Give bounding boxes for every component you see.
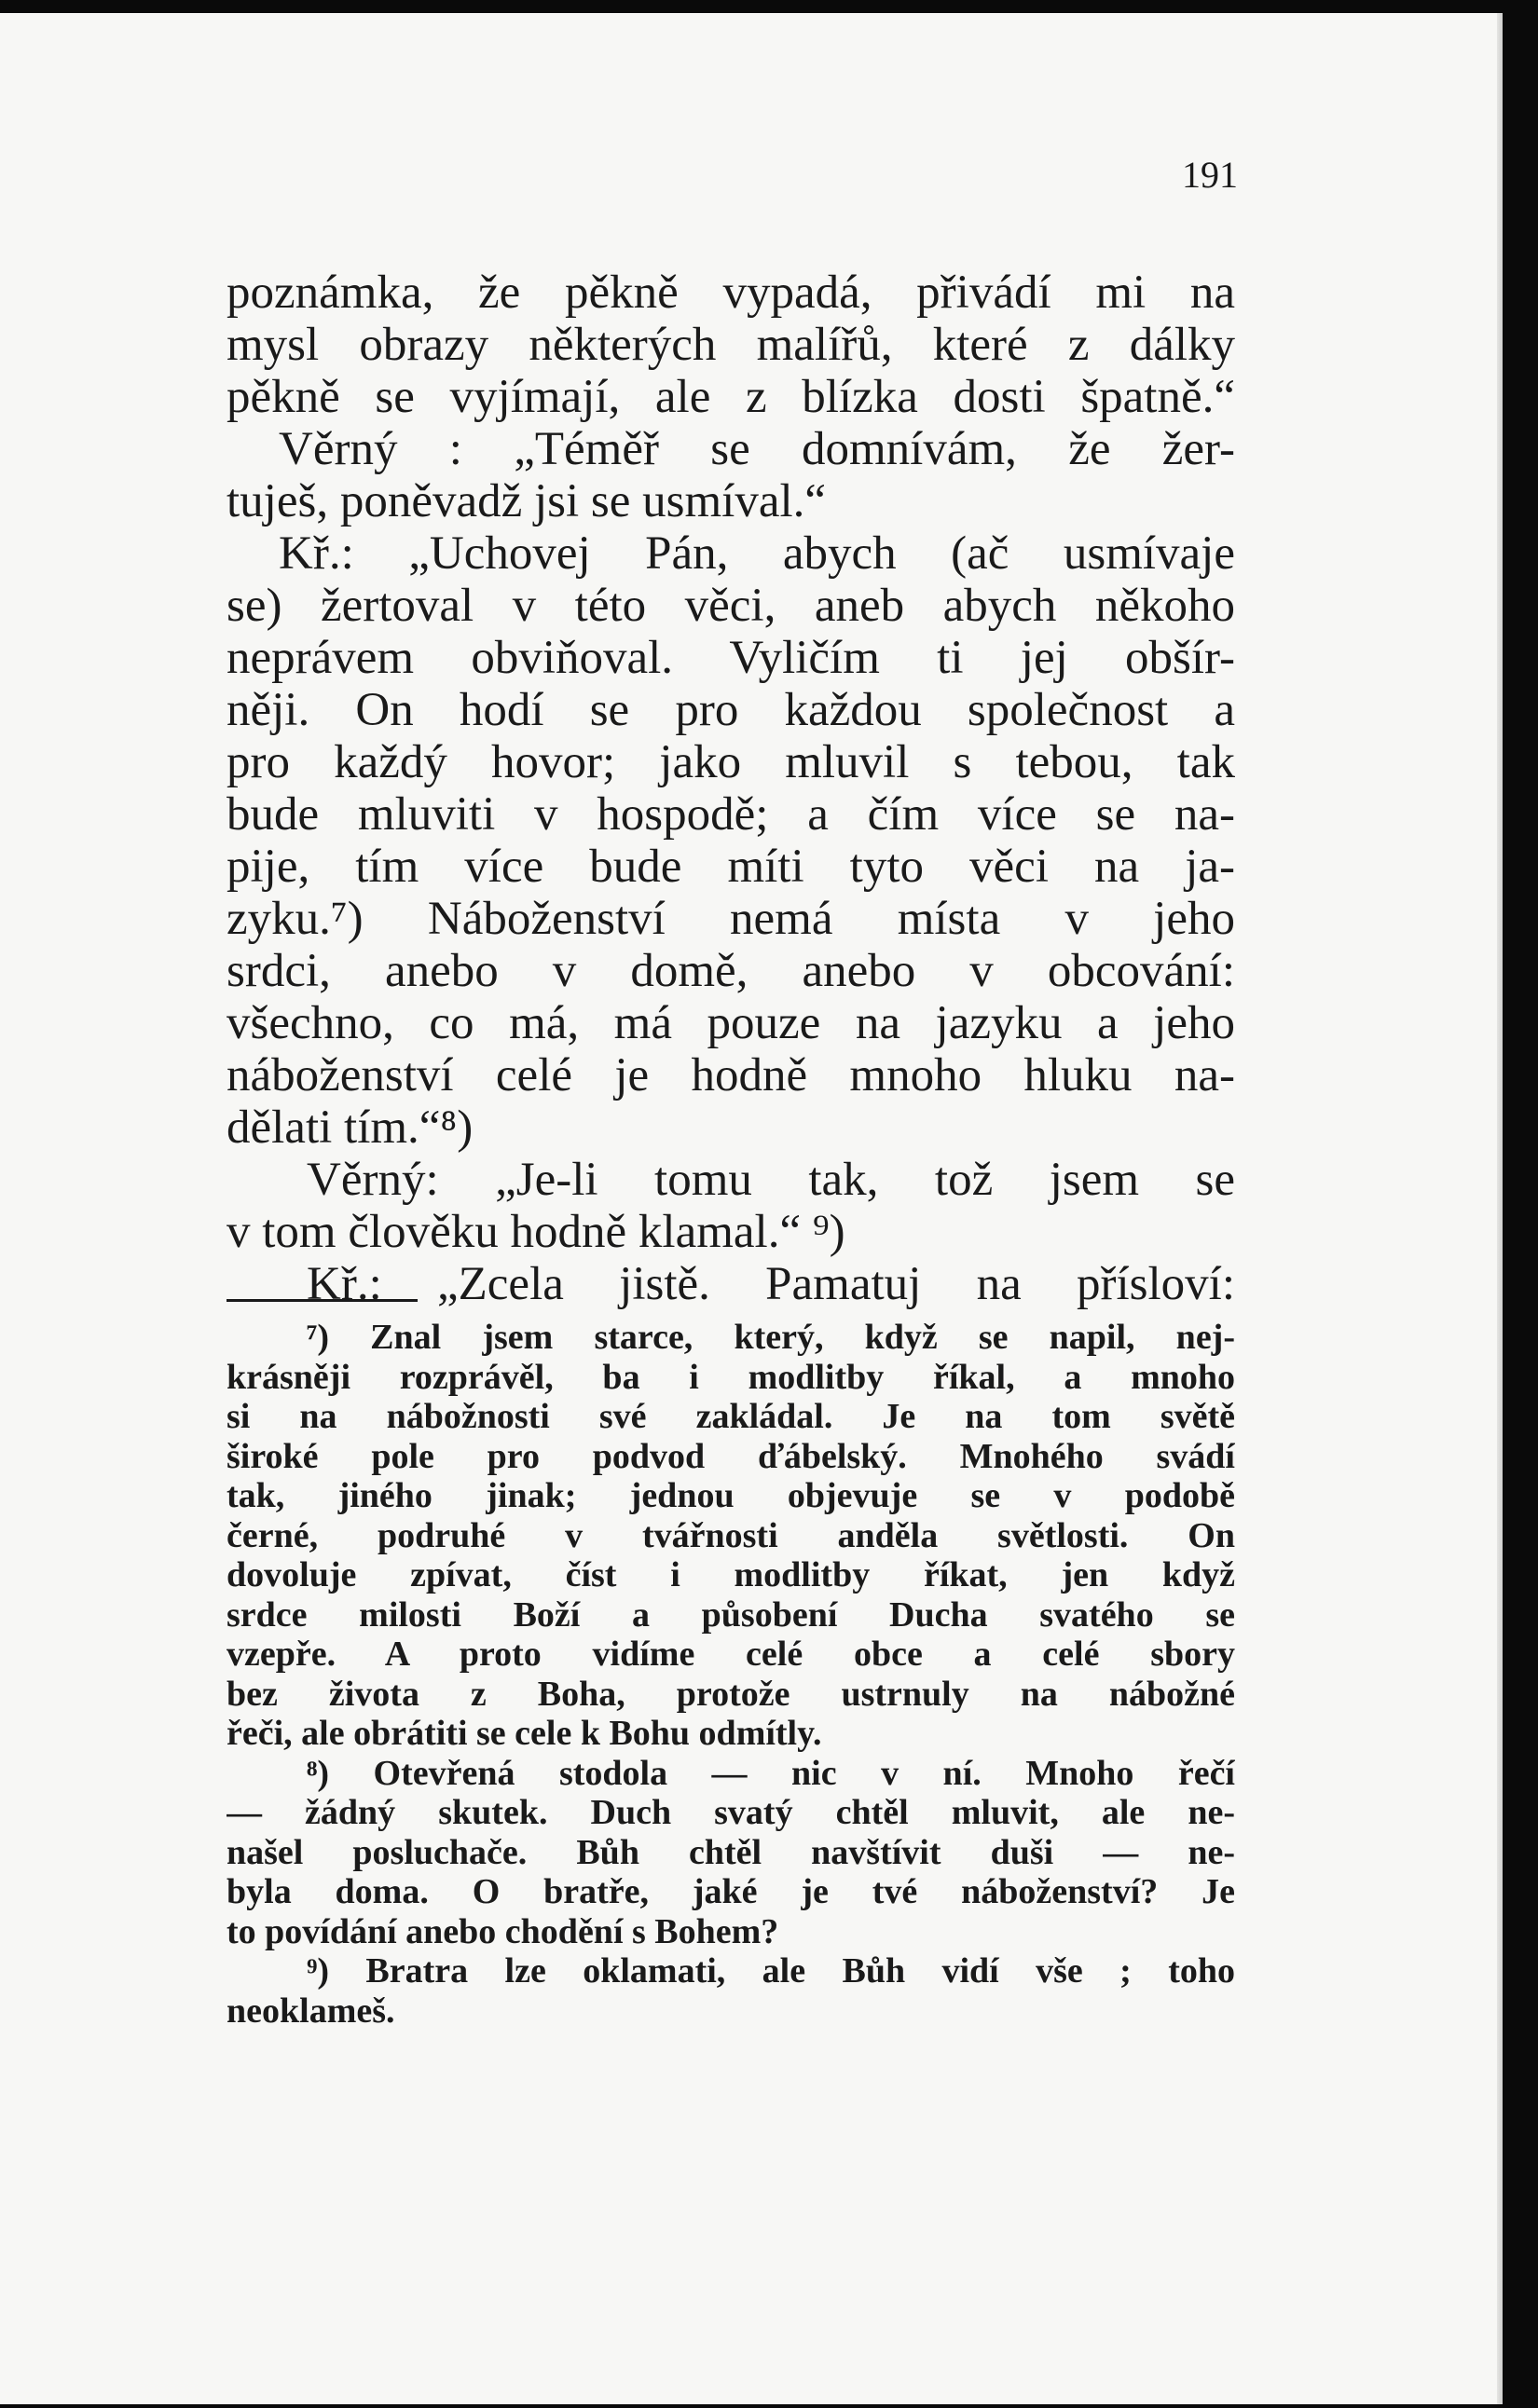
footnote-line: srdce milosti Boží a působení Ducha svatého se — [227, 1594, 1235, 1635]
text-line: dělati tím.“⁸) — [227, 1101, 474, 1154]
text-line: Kř.: „Uchovej Pán, abych (ač usmívaje — [279, 527, 1235, 580]
text-line: mysl obrazy některých malířů, které z dálky — [227, 319, 1235, 371]
text-line: něji. On hodí se pro každou společnost a — [227, 684, 1235, 736]
text-line: zyku.⁷) Náboženství nemá místa v jeho — [227, 893, 1235, 945]
footnote-line: krásněji rozprávěl, ba i modlitby říkal, a mnoho — [227, 1357, 1235, 1397]
footnote-line: ⁸) Otevřená stodola — nic v ní. Mnoho řečí — [307, 1753, 1235, 1793]
text-line: se) žertoval v této věci, aneb abych někoho — [227, 580, 1235, 632]
main-text — [227, 267, 1235, 1310]
text-line: neprávem obviňoval. Vyličím ti jej obšír- — [227, 632, 1235, 684]
footnote-line: si na nábožnosti své zakládal. Je na tom světě — [227, 1397, 1235, 1436]
page-edge — [1497, 13, 1503, 2404]
text-line: srdci, anebo v domě, anebo v obcování: — [227, 945, 1235, 997]
page-number: 191 — [1182, 154, 1238, 196]
text-line: Kř.: „Zcela jistě. Pamatuj na přísloví: — [307, 1258, 1235, 1310]
text-line: Věrný: „Je-li tomu tak, tož jsem se — [307, 1154, 1235, 1206]
text-line: poznámka, že pěkně vypadá, přivádí mi na — [227, 267, 1235, 319]
footnote-line: ⁹) Bratra lze oklamati, ale Bůh vidí vše ; toho — [307, 1951, 1235, 1991]
text-line: tuješ, poněvadž jsi se usmíval.“ — [227, 475, 827, 527]
text-line: náboženství celé je hodně mnoho hluku na- — [227, 1049, 1235, 1101]
footnote-line: to povídání anebo chodění s Bohem? — [227, 1911, 779, 1951]
footnote-line: široké pole pro podvod ďábelský. Mnohého svádí — [227, 1436, 1235, 1476]
footnote-divider — [227, 1299, 418, 1302]
text-line: Věrný : „Téměř se domnívám, že žer- — [279, 423, 1235, 475]
text-line: bude mluviti v hospodě; a čím více se na- — [227, 788, 1235, 841]
footnote-line: tak, jiného jinak; jednou objevuje se v podobě — [227, 1476, 1235, 1515]
footnote-line: neoklameš. — [227, 1991, 395, 2031]
text-line: pro každý hovor; jako mluvil s tebou, tak — [227, 736, 1235, 788]
book-page — [0, 13, 1503, 2404]
footnote-line: řeči, ale obrátiti se cele k Bohu odmítly. — [227, 1714, 822, 1753]
footnote-line: ⁷) Znal jsem starce, který, když se napil, nej- — [307, 1318, 1235, 1357]
footnote-line: bez života z Boha, protože ustrnuly na nábožné — [227, 1674, 1235, 1714]
text-line: pije, tím více bude míti tyto věci na ja- — [227, 841, 1235, 893]
footnote-line: — žádný skutek. Duch svatý chtěl mluvit, ale ne- — [227, 1793, 1235, 1832]
text-line: pěkně se vyjímají, ale z blízka dosti špatně.“ — [227, 371, 1235, 423]
text-line: všechno, co má, má pouze na jazyku a jeho — [227, 997, 1235, 1049]
footnotes — [227, 1318, 1235, 2031]
footnote-line: dovoluje zpívat, číst i modlitby říkat, jen když — [227, 1555, 1235, 1594]
footnote-line: černé, podruhé v tvářnosti anděla světlosti. On — [227, 1515, 1235, 1555]
footnote-line: našel posluchače. Bůh chtěl navštívit duši — ne- — [227, 1832, 1235, 1872]
footnote-line: vzepře. A proto vidíme celé obce a celé sbory — [227, 1635, 1235, 1674]
text-line: v tom člověku hodně klamal.“ ⁹) — [227, 1206, 845, 1258]
footnote-line: byla doma. O bratře, jaké je tvé náboženství? Je — [227, 1872, 1235, 1911]
